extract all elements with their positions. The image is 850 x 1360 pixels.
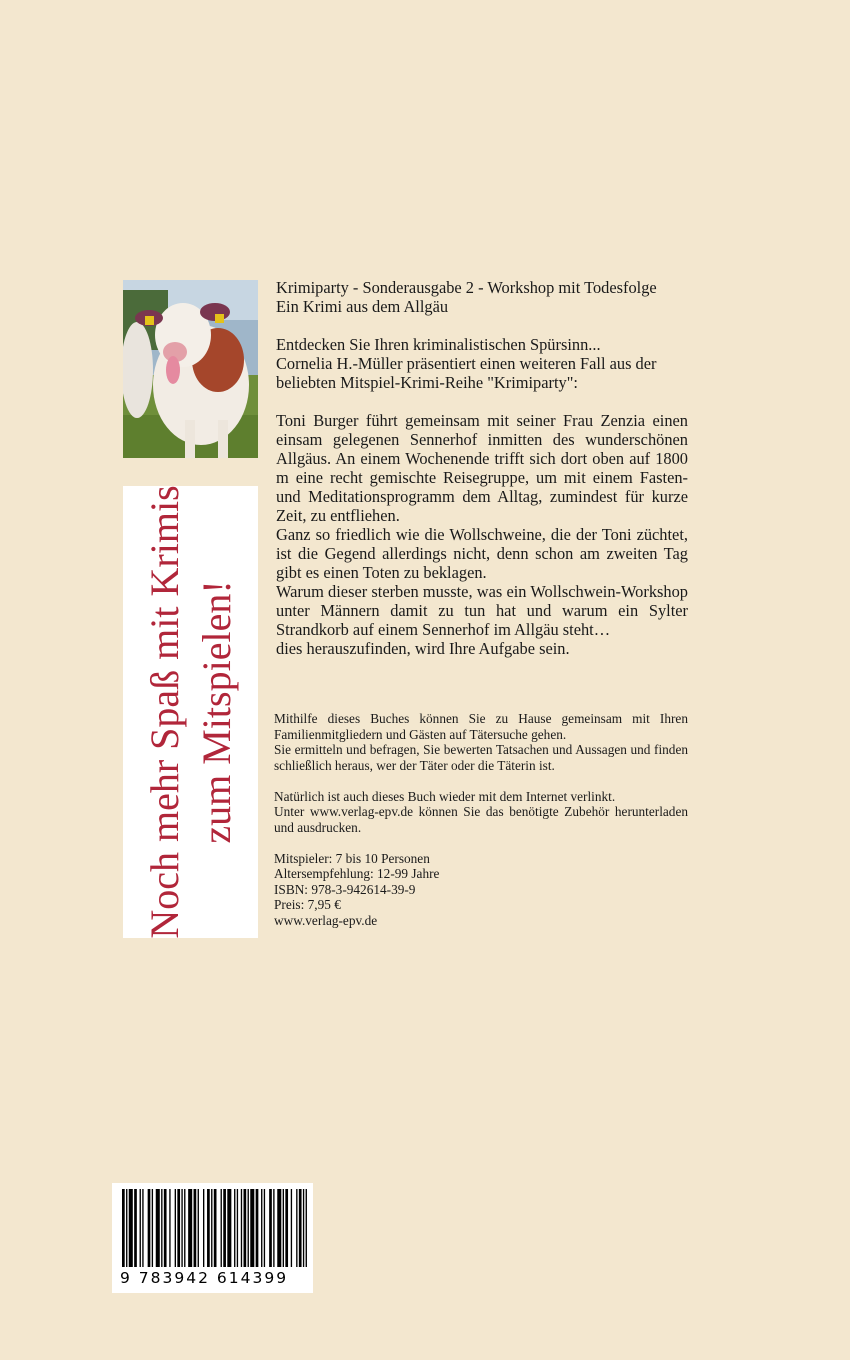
info-paragraph-3: Natürlich ist auch dieses Buch wieder mit dem Internet verlinkt. xyxy=(274,788,616,804)
info-paragraph-1: Mithilfe dieses Buches können Sie zu Hause gemeinsam mit Ihren Familienmitgliedern und Gästen auf Tätersuche gehen. xyxy=(274,711,688,742)
barcode-bar xyxy=(181,1189,182,1267)
barcode-bar xyxy=(273,1189,274,1267)
barcode-bar xyxy=(250,1189,254,1267)
cover-photo-cow xyxy=(123,280,258,458)
barcode-bar xyxy=(129,1189,133,1267)
barcode-bar xyxy=(177,1189,180,1267)
barcode-bar xyxy=(198,1189,199,1267)
cow-image xyxy=(123,280,258,458)
barcode-bar xyxy=(203,1189,204,1267)
info-text xyxy=(274,711,688,928)
barcode-bar xyxy=(244,1189,247,1267)
barcode-bar xyxy=(303,1189,304,1267)
barcode-bars xyxy=(120,1189,308,1267)
intro-line-1: Entdecken Sie Ihren kriminalistischen Spürsinn... xyxy=(276,335,601,354)
story-paragraph-2: Ganz so friedlich wie die Wollschweine, die der Toni züchtet, ist die Gegend allerdings nicht, denn schon am zweiten Tag gibt es einen Toten zu beklagen. xyxy=(276,525,688,582)
barcode-bar xyxy=(285,1189,288,1267)
barcode-bar xyxy=(184,1189,185,1267)
book-title: Krimiparty - Sonderausgabe 2 - Workshop mit Todesfolge xyxy=(276,278,657,297)
barcode-bar xyxy=(234,1189,235,1267)
barcode-bar xyxy=(269,1189,272,1267)
barcode-bar xyxy=(122,1189,125,1267)
barcode-bar xyxy=(241,1189,242,1267)
intro-line-2: Cornelia H.-Müller präsentiert einen weiteren Fall aus der beliebten Mitspiel-Krimi-Reihe "Krimiparty": xyxy=(276,354,657,392)
price-info: Preis: 7,95 € xyxy=(274,897,341,912)
barcode-bar xyxy=(175,1189,176,1267)
barcode-bar xyxy=(148,1189,151,1267)
barcode-bar xyxy=(248,1189,249,1267)
barcode-bar xyxy=(214,1189,217,1267)
barcode-bar xyxy=(142,1189,143,1267)
barcode-bar xyxy=(291,1189,292,1267)
barcode-bar xyxy=(256,1189,259,1267)
blurb-text xyxy=(276,278,688,658)
barcode-bar xyxy=(277,1189,281,1267)
slogan-text xyxy=(123,486,258,938)
barcode-bar xyxy=(169,1189,170,1267)
age-info: Altersempfehlung: 12-99 Jahre xyxy=(274,866,440,881)
barcode-bar xyxy=(134,1189,137,1267)
slogan-line-1: Noch mehr Spaß mit Krimis xyxy=(141,485,187,939)
barcode xyxy=(112,1183,313,1293)
barcode-bar xyxy=(237,1189,238,1267)
barcode-bar xyxy=(223,1189,226,1267)
barcode-bar xyxy=(299,1189,302,1267)
book-subtitle: Ein Krimi aus dem Allgäu xyxy=(276,297,449,316)
barcode-bar xyxy=(296,1189,297,1267)
barcode-bar xyxy=(188,1189,192,1267)
isbn-info: ISBN: 978-3-942614-39-9 xyxy=(274,881,416,897)
barcode-bar xyxy=(227,1189,231,1267)
barcode-bar xyxy=(283,1189,284,1267)
barcode-bar xyxy=(306,1189,307,1267)
barcode-bar xyxy=(152,1189,153,1267)
barcode-bar xyxy=(161,1189,162,1267)
info-paragraph-4: Unter www.verlag-epv.de können Sie das benötigte Zubehör herunterladen und ausdrucken. xyxy=(274,804,688,835)
barcode-bar xyxy=(140,1189,141,1267)
players-info: Mitspieler: 7 bis 10 Personen xyxy=(274,850,430,866)
website-link[interactable]: www.verlag-epv.de xyxy=(274,912,378,928)
barcode-bar xyxy=(164,1189,167,1267)
slogan-box xyxy=(123,486,258,938)
barcode-bar xyxy=(211,1189,212,1267)
story-paragraph-3: Warum dieser sterben musste, was ein Wollschwein-Workshop unter Männern damit zu tun hat und warum ein Sylter Strandkorb auf einem Sennerhof im Allgäu steht… xyxy=(276,582,688,639)
barcode-bar xyxy=(194,1189,197,1267)
barcode-bar xyxy=(207,1189,210,1267)
barcode-bar xyxy=(261,1189,262,1267)
barcode-bar xyxy=(221,1189,222,1267)
barcode-bar xyxy=(126,1189,127,1267)
story-paragraph-1: Toni Burger führt gemeinsam mit seiner Frau Zenzia einen einsam gelegenen Sennerhof inmitten des wunderschönen Allgäus. An einem Wochenende trifft sich dort oben auf 1800 m eine recht gemischte Reisegruppe, um mit einem Fasten- und Meditationsprogramm dem Alltag, zumindest für kurze Zeit, zu entfliehen. xyxy=(276,411,688,525)
barcode-bar xyxy=(156,1189,160,1267)
slogan-line-2: zum Mitspielen! xyxy=(193,580,239,844)
info-paragraph-2: Sie ermitteln und befragen, Sie bewerten Tatsachen und Aussagen und finden schließlich heraus, wer der Täter oder die Täterin ist. xyxy=(274,742,688,773)
barcode-bar xyxy=(264,1189,265,1267)
story-paragraph-4: dies herauszufinden, wird Ihre Aufgabe sein. xyxy=(276,639,570,658)
barcode-digits: 9 783942 614399 xyxy=(120,1269,289,1287)
